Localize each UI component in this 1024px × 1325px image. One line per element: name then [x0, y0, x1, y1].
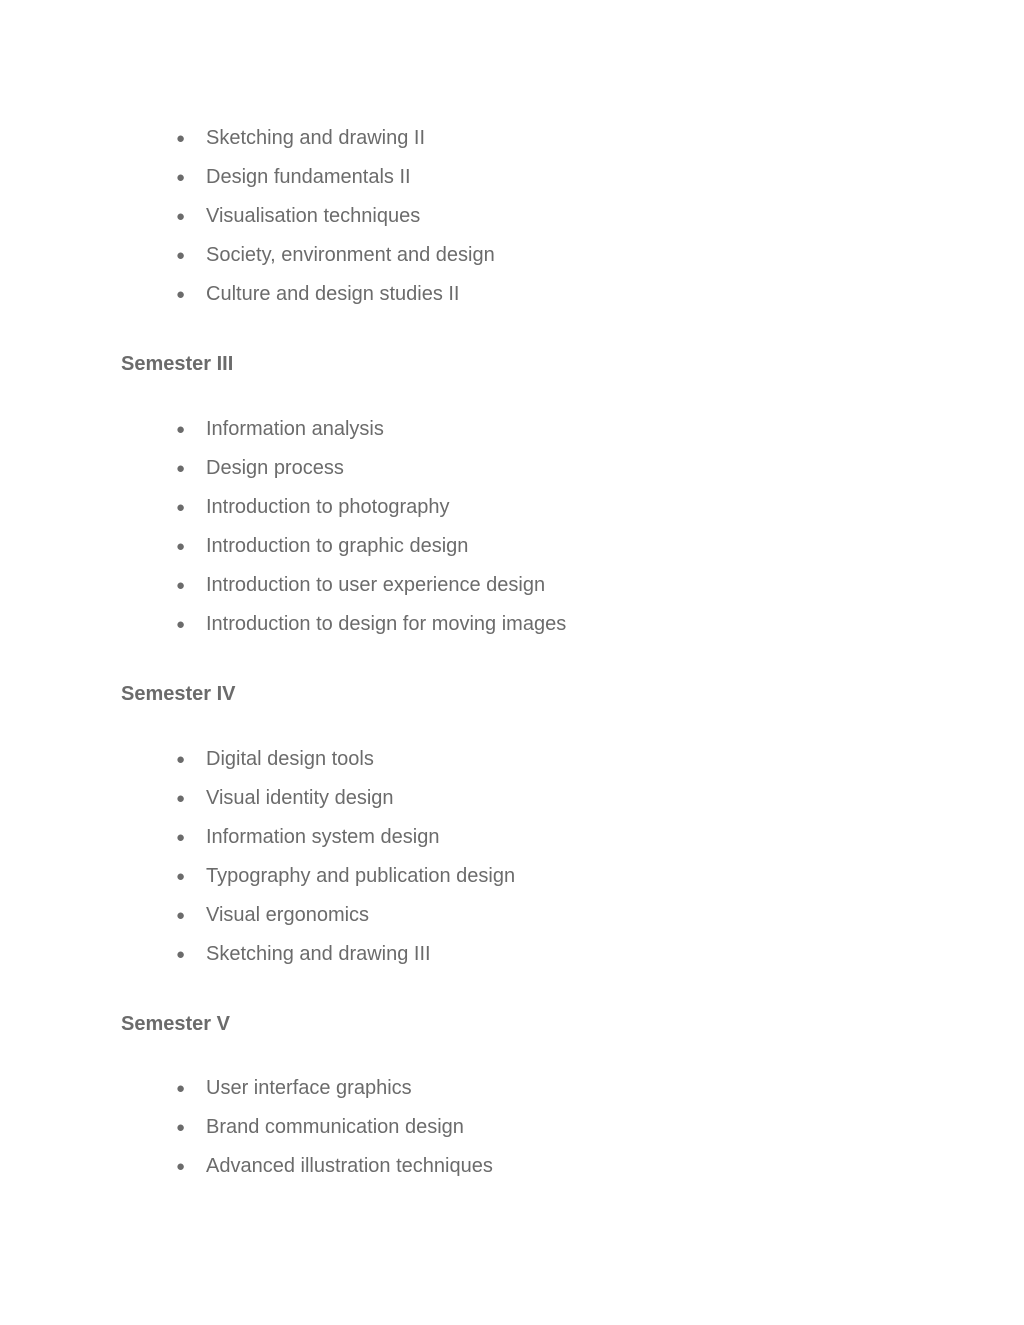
course-name: Visualisation techniques [206, 205, 421, 228]
course-name: Culture and design studies II [206, 283, 460, 306]
course-name: Brand communication design [206, 1116, 464, 1139]
course-name: Information analysis [206, 418, 384, 440]
course-name: Visual ergonomics [206, 904, 370, 927]
bullet-icon: ● [176, 907, 186, 925]
course-name: Sketching and drawing III [206, 943, 431, 966]
course-name: Introduction to design for moving images [206, 613, 567, 636]
bullet-icon: ● [176, 208, 186, 226]
bullet-icon: ● [176, 1080, 186, 1097]
course-name: Society, environment and design [206, 244, 495, 267]
bullet-icon: ● [176, 1158, 186, 1176]
bullet-icon: ● [176, 499, 186, 517]
bullet-icon: ● [176, 1119, 186, 1137]
course-name: Introduction to photography [206, 496, 450, 519]
course-name: Design fundamentals II [206, 166, 411, 189]
bullet-icon: ● [176, 247, 186, 265]
semester-iv-heading: Semester IV [121, 683, 236, 705]
course-name: Typography and publication design [206, 865, 516, 888]
bullet-icon: ● [176, 577, 186, 595]
course-name: User interface graphics [206, 1077, 412, 1099]
semester-iii-heading: Semester III [121, 353, 234, 375]
bullet-icon: ● [176, 538, 186, 556]
bullet-icon: ● [176, 616, 186, 634]
course-name: Design process [206, 457, 344, 480]
bullet-icon: ● [176, 460, 186, 478]
bullet-icon: ● [176, 829, 186, 847]
course-name: Introduction to user experience design [206, 574, 546, 597]
bullet-icon: ● [176, 421, 186, 438]
course-name: Sketching and drawing II [206, 127, 426, 149]
bullet-icon: ● [176, 946, 186, 964]
course-name: Digital design tools [206, 748, 374, 770]
bullet-icon: ● [176, 790, 186, 808]
bullet-icon: ● [176, 286, 186, 304]
course-name: Visual identity design [206, 787, 394, 810]
bullet-icon: ● [176, 130, 186, 147]
semester-v-heading: Semester V [121, 1013, 230, 1035]
course-name: Information system design [206, 826, 440, 849]
course-name: Advanced illustration techniques [206, 1155, 493, 1178]
bullet-icon: ● [176, 169, 186, 187]
bullet-icon: ● [176, 868, 186, 886]
course-name: Introduction to graphic design [206, 535, 469, 558]
bullet-icon: ● [176, 751, 186, 768]
